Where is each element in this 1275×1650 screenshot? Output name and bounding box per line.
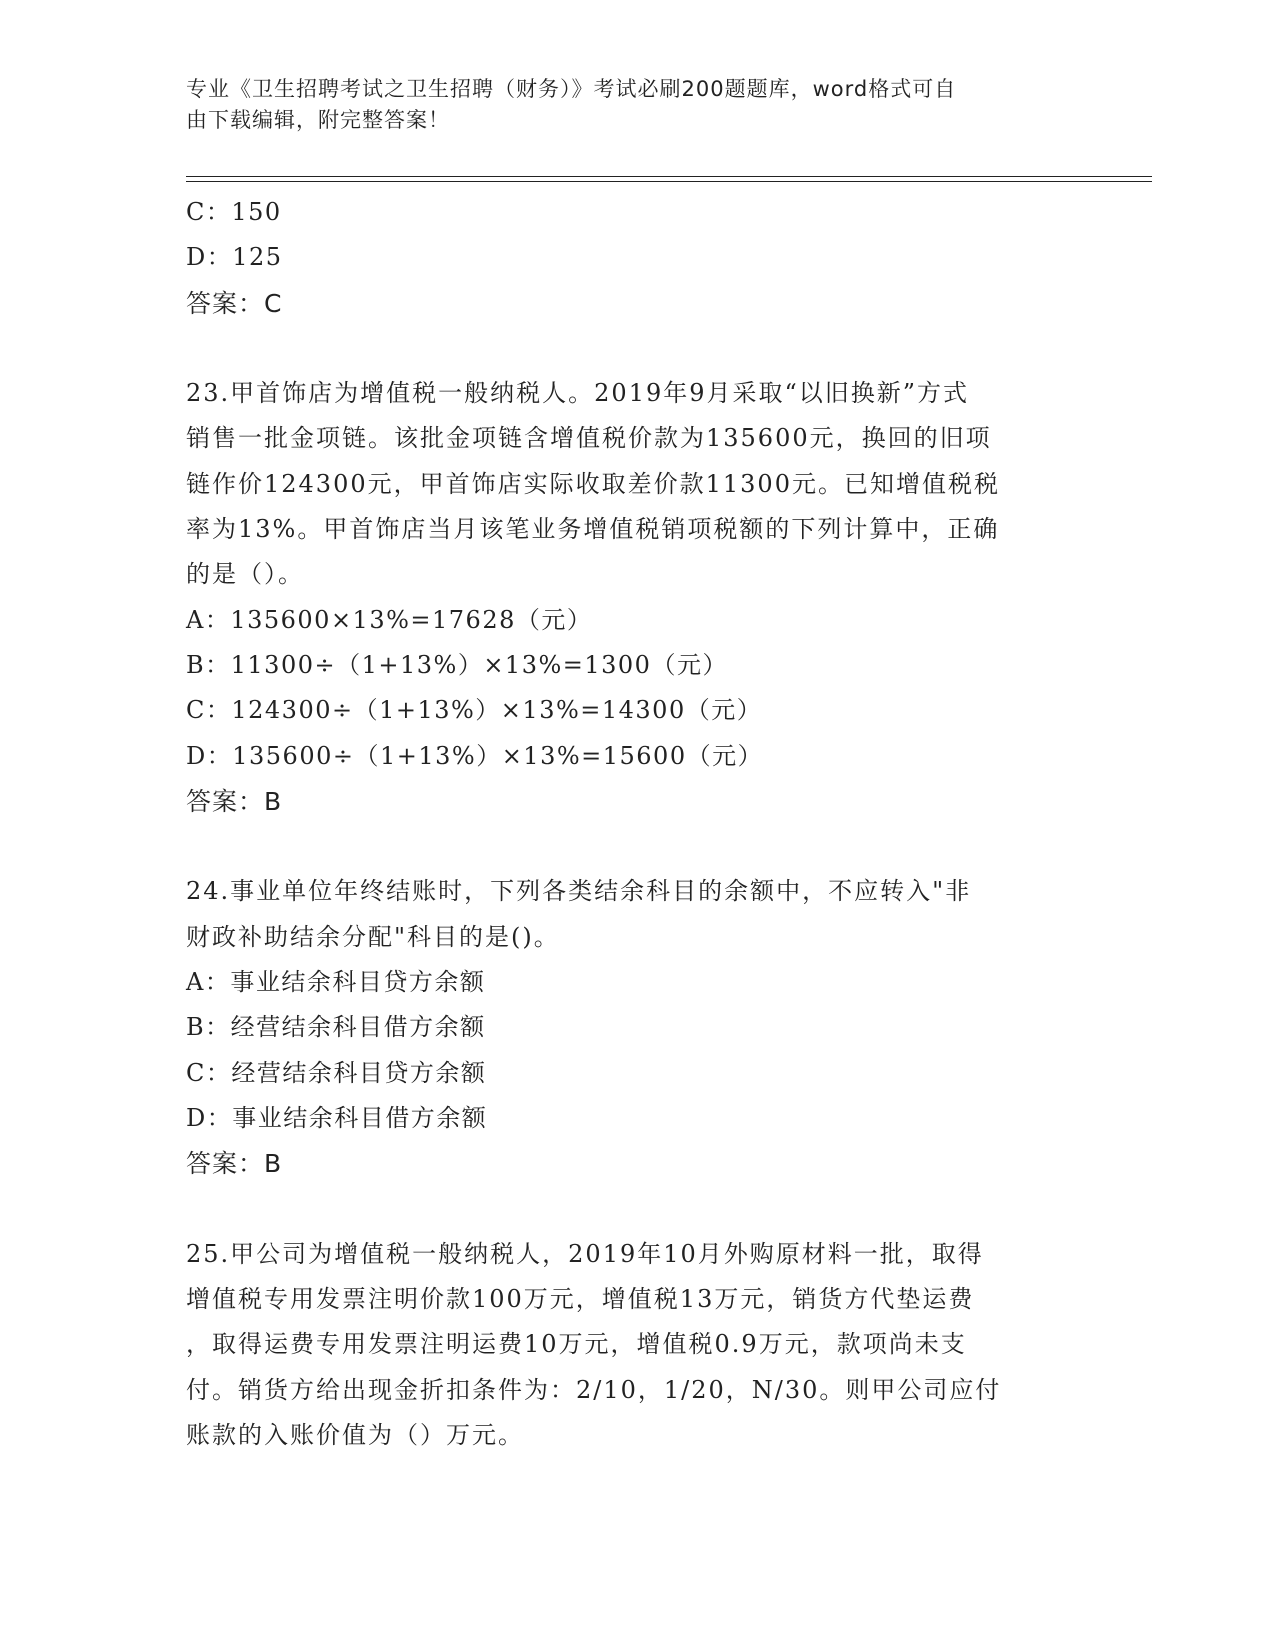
option-c: C：经营结余科目贷方余额	[186, 1058, 487, 1087]
header-line-1: 专业《卫生招聘考试之卫生招聘（财务）》考试必刷200题题库，word格式可自	[186, 77, 957, 101]
answer-line: 答案：B	[186, 786, 283, 816]
question-line: 率为13%。甲首饰店当月该笔业务增值税销项税额的下列计算中，正确	[186, 515, 1000, 544]
header-divider-top	[186, 176, 1152, 177]
prev-question	[186, 190, 1086, 326]
question-line: 24.事业单位年终结账时，下列各类结余科目的余额中，不应转入"非	[186, 877, 972, 906]
answer-line: 答案：B	[186, 1149, 283, 1179]
question-25	[186, 1232, 1086, 1458]
question-text	[186, 1232, 1086, 1458]
option-c: C：124300÷（1+13%）×13%=14300（元）	[186, 696, 763, 725]
spacer	[186, 824, 1086, 869]
option-d: D：125	[186, 243, 283, 272]
question-line: 的是（）。	[186, 560, 304, 589]
option-b: B：11300÷（1+13%）×13%=1300（元）	[186, 650, 728, 679]
question-line: 23.甲首饰店为增值税一般纳税人。2019年9月采取“以旧换新”方式	[186, 379, 970, 408]
header-line-2: 由下载编辑，附完整答案！	[186, 108, 450, 132]
option-d: D：135600÷（1+13%）×13%=15600（元）	[186, 741, 764, 770]
answer-line: 答案：C	[186, 288, 283, 318]
question-24	[186, 869, 1086, 1186]
document-header	[186, 74, 1066, 136]
option-b: B：经营结余科目借方余额	[186, 1013, 486, 1042]
question-line: 付。销货方给出现金折扣条件为：2/10，1/20，N/30。则甲公司应付	[186, 1375, 1002, 1404]
option-a: A：事业结余科目贷方余额	[186, 968, 486, 997]
question-line: 账款的入账价值为（）万元。	[186, 1421, 524, 1450]
question-line: ，取得运费专用发票注明运费10万元，增值税0.9万元，款项尚未支	[186, 1330, 967, 1359]
option-a: A：135600×13%=17628（元）	[186, 605, 593, 634]
option-c: C：150	[186, 198, 282, 226]
question-23	[186, 371, 1086, 824]
option-d: D：事业结余科目借方余额	[186, 1103, 488, 1132]
question-text	[186, 371, 1086, 597]
question-line: 链作价124300元，甲首饰店实际收取差价款11300元。已知增值税税	[186, 469, 1000, 498]
spacer	[186, 326, 1086, 371]
header-divider-bottom	[186, 181, 1152, 182]
question-line: 25.甲公司为增值税一般纳税人，2019年10月外购原材料一批，取得	[186, 1239, 984, 1268]
document-body	[186, 190, 1086, 1458]
question-text	[186, 869, 1086, 960]
question-line: 增值税专用发票注明价款100万元，增值税13万元，销货方代垫运费	[186, 1285, 975, 1314]
spacer	[186, 1187, 1086, 1232]
question-line: 销售一批金项链。该批金项链含增值税价款为135600元，换回的旧项	[186, 424, 992, 453]
question-line: 财政补助结余分配"科目的是()。	[186, 922, 560, 951]
